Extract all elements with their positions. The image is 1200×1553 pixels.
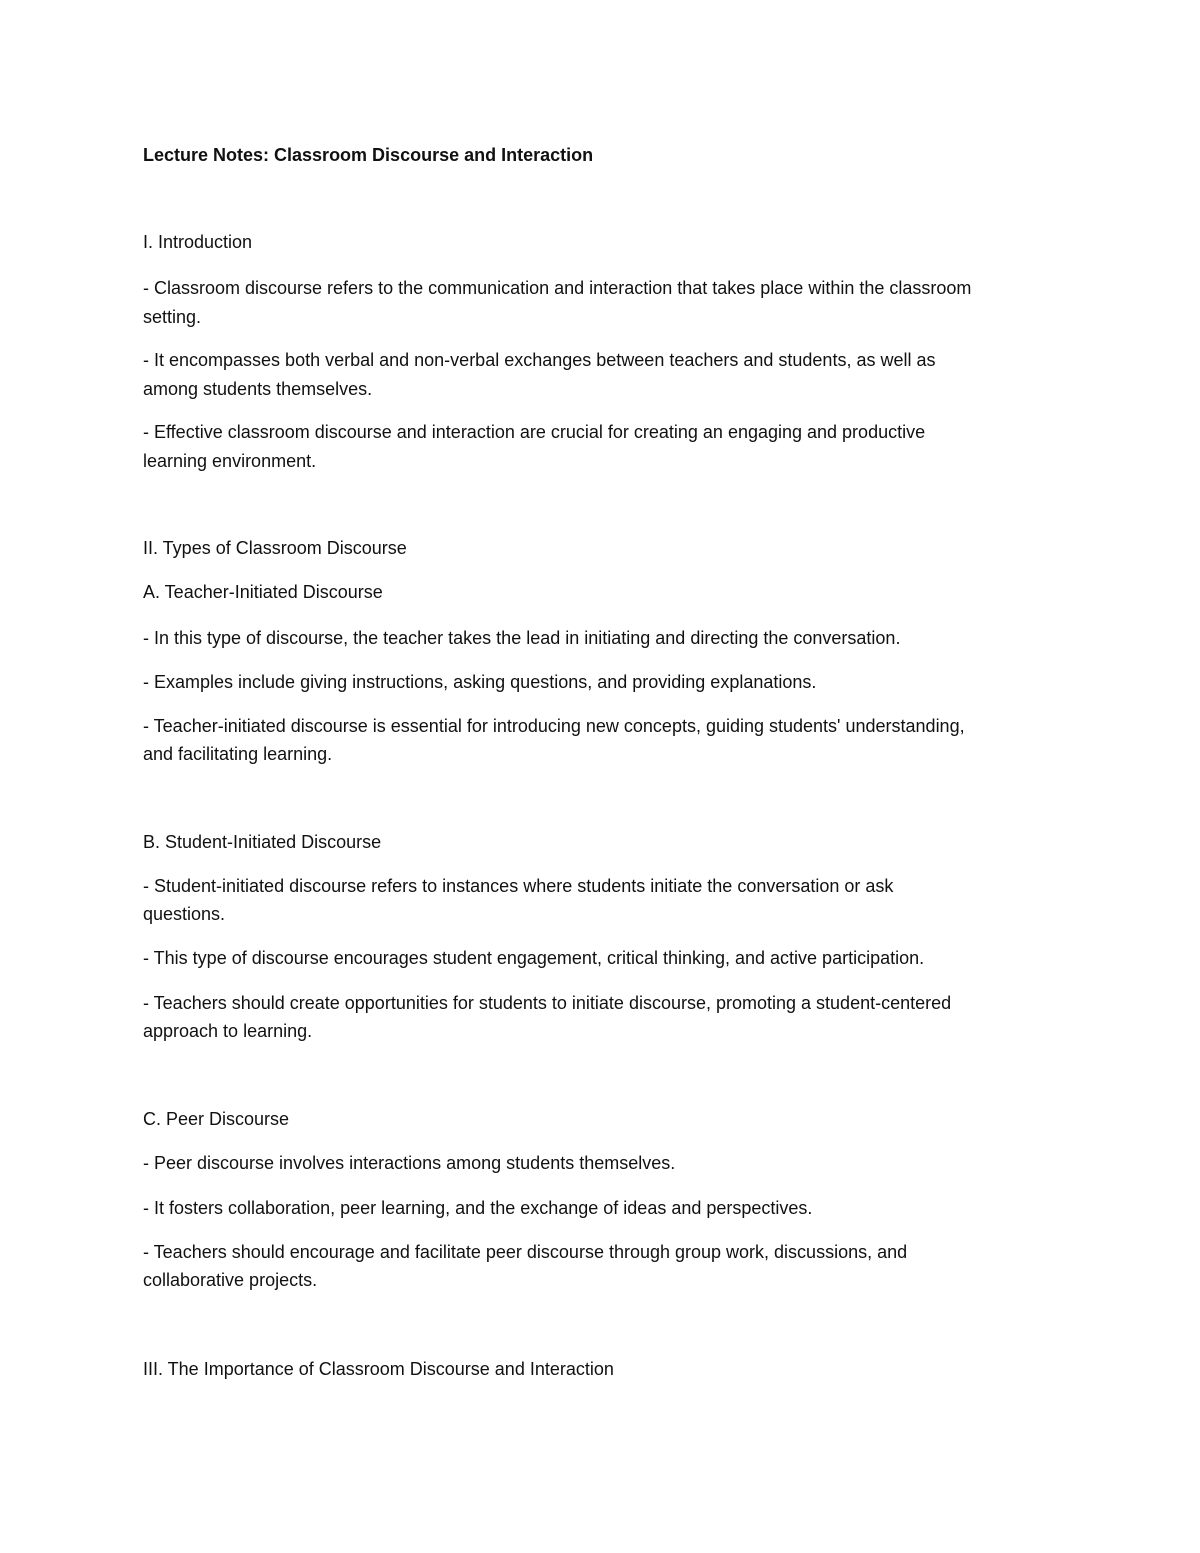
peer-bullet-3-line-1: - Teachers should encourage and facilitate peer discourse through group work, discussions, and — [143, 1242, 908, 1262]
teacher-initiated-bullet-3-line-1: - Teacher-initiated discourse is essential for introducing new concepts, guiding students' understanding, — [143, 716, 965, 736]
introduction-bullet-2-line-1: - It encompasses both verbal and non-verbal exchanges between teachers and students, as well as — [143, 350, 936, 370]
teacher-initiated-bullet-3-line-2: and facilitating learning. — [143, 744, 333, 764]
student-initiated-bullet-1-line-2: questions. — [143, 904, 226, 924]
subsection-heading-peer: C. Peer Discourse — [143, 1109, 290, 1129]
section-heading-importance: III. The Importance of Classroom Discourse and Interaction — [143, 1359, 614, 1379]
introduction-bullet-1-line-1: - Classroom discourse refers to the communication and interaction that takes place within the classroom — [143, 278, 972, 298]
introduction-bullet-1-line-2: setting. — [143, 307, 202, 327]
student-initiated-bullet-3-line-1: - Teachers should create opportunities for students to initiate discourse, promoting a student-centered — [143, 993, 952, 1013]
student-initiated-bullet-1-line-1: - Student-initiated discourse refers to instances where students initiate the conversation or ask — [143, 876, 894, 896]
introduction-bullet-3-line-1: - Effective classroom discourse and interaction are crucial for creating an engaging and productive — [143, 422, 926, 442]
introduction-bullet-3-line-2: learning environment. — [143, 451, 317, 471]
document-title: Lecture Notes: Classroom Discourse and Interaction — [143, 145, 594, 165]
student-initiated-bullet-3-line-2: approach to learning. — [143, 1021, 313, 1041]
subsection-heading-teacher-initiated: A. Teacher-Initiated Discourse — [143, 582, 383, 602]
peer-bullet-3-line-2: collaborative projects. — [143, 1270, 318, 1290]
student-initiated-bullet-2: - This type of discourse encourages student engagement, critical thinking, and active participation. — [143, 948, 925, 968]
teacher-initiated-bullet-2: - Examples include giving instructions, asking questions, and providing explanations. — [143, 672, 817, 692]
peer-bullet-1: - Peer discourse involves interactions among students themselves. — [143, 1153, 676, 1173]
peer-bullet-2: - It fosters collaboration, peer learning, and the exchange of ideas and perspectives. — [143, 1198, 813, 1218]
introduction-bullet-2-line-2: among students themselves. — [143, 379, 373, 399]
subsection-heading-student-initiated: B. Student-Initiated Discourse — [143, 832, 382, 852]
section-heading-types: II. Types of Classroom Discourse — [143, 538, 407, 558]
section-heading-introduction: I. Introduction — [143, 232, 253, 252]
teacher-initiated-bullet-1: - In this type of discourse, the teacher takes the lead in initiating and directing the conversation. — [143, 628, 901, 648]
